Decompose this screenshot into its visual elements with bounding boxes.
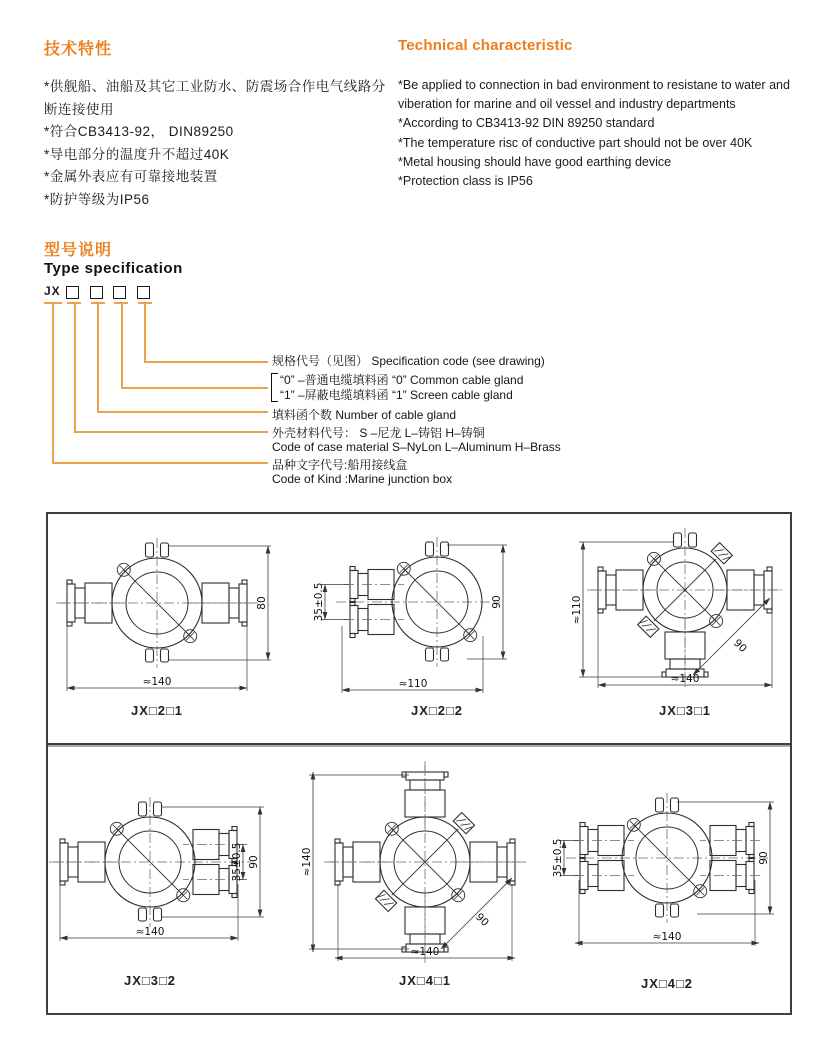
tech-heading-en: Technical characteristic — [398, 37, 573, 54]
connector-h-2 — [74, 431, 268, 433]
type-code-box-2 — [90, 286, 103, 299]
figure-label-jx-2-2: JX□2□2 — [410, 703, 464, 718]
type-code-prefix: JX — [44, 284, 61, 298]
tech-heading-zh: 技术特性 — [44, 41, 113, 58]
dim-label: ≈140 — [410, 946, 440, 958]
type-code-box-4 — [137, 286, 150, 299]
bullet-item: *防护等级为IP56 — [44, 191, 150, 207]
spec-line-gland-count: 填料函个数 Number of cable gland — [272, 408, 457, 422]
figure-label-jx-3-2: JX□3□2 — [123, 973, 177, 988]
connector-h-1 — [52, 462, 268, 464]
spec-line-gland-1: “1” –屏蔽电缆填料函 “1” Screen cable gland — [280, 388, 513, 402]
connector-v-5 — [144, 304, 146, 362]
dim-label: 90 — [248, 855, 260, 869]
tech-bullets-en — [398, 76, 810, 191]
bracket — [271, 373, 278, 402]
connector-v-3 — [97, 304, 99, 412]
bullet-item: *Metal housing should have good earthing device — [398, 154, 672, 169]
dim-label: 35±0.5 — [552, 838, 564, 878]
dim-label: 90 — [491, 595, 503, 609]
cable-gland — [60, 580, 126, 626]
connector-h-5 — [144, 361, 268, 363]
cable-gland — [188, 580, 254, 626]
connector-v-4 — [121, 304, 123, 388]
type-spec-heading-en: Type specification — [44, 260, 183, 277]
figure-jx-3-1 — [571, 528, 783, 688]
bullet-item: *Protection class is IP56 — [398, 174, 533, 189]
dim-label: 90 — [758, 851, 770, 865]
junction-box-drawings — [46, 512, 792, 1015]
spec-line-gland-0: “0” –普通电缆填料函 “0” Common cable gland — [280, 373, 524, 387]
spec-line-kind-zh: 品种文字代号:船用接线盒 — [272, 458, 408, 472]
figure-jx-2-1 — [56, 538, 271, 691]
dim-label: 35±0.5 — [313, 582, 325, 622]
tech-bullets-zh — [44, 76, 396, 211]
dim-label: ≈110 — [398, 678, 428, 690]
figure-jx-3-2 — [49, 797, 264, 941]
figure-jx-4-2 — [552, 793, 774, 946]
connector-h-4 — [121, 387, 268, 389]
dim-label: 35±0.5 — [231, 842, 243, 882]
bullet-item: *导电部分的温度升不超过40K — [44, 146, 230, 162]
figure-label-jx-4-1: JX□4□1 — [398, 973, 452, 988]
dim-label: ≈140 — [135, 926, 165, 938]
dim-label: 80 — [256, 596, 268, 610]
bullet-item: *供舰船、油船及其它工业防水、防震场合作电气线路分断连接使用 — [44, 79, 386, 117]
type-code-box-3 — [113, 286, 126, 299]
dim-label: ≈140 — [652, 931, 682, 943]
dim-label: ≈140 — [142, 676, 172, 688]
cable-gland — [328, 839, 394, 885]
connector-v-2 — [74, 304, 76, 432]
type-spec-heading-zh: 型号说明 — [44, 242, 113, 259]
figure-label-jx-4-2: JX□4□2 — [640, 976, 694, 991]
spec-line-kind-en: Code of Kind :Marine junction box — [272, 472, 453, 486]
bullet-item: *符合CB3413-92， DIN89250 — [44, 124, 234, 139]
figure-jx-4-1 — [301, 761, 526, 963]
connector-v-1 — [52, 304, 54, 463]
figure-label-jx-3-1: JX□3□1 — [658, 703, 712, 718]
bullet-item: *Be applied to connection in bad environment to resistane to water and viberation for marine and oil vessel and industry departments — [398, 78, 790, 112]
connector-h-3 — [97, 411, 268, 413]
figure-label-jx-2-1: JX□2□1 — [130, 703, 184, 718]
dim-label: ≈140 — [670, 673, 700, 685]
dim-label: ≈140 — [301, 847, 313, 877]
figure-jx-2-2 — [313, 537, 507, 693]
dim-label: 90 — [473, 911, 491, 929]
bullet-item: *金属外表应有可靠接地装置 — [44, 169, 218, 184]
spec-line-code: 规格代号（见图） Specification code (see drawing) — [272, 354, 545, 368]
cable-gland — [591, 567, 657, 613]
cable-gland — [53, 839, 119, 885]
cable-gland — [713, 567, 779, 613]
bullet-item: *According to CB3413-92 DIN 89250 standard — [398, 116, 655, 131]
bullet-item: *The temperature risc of conductive part should not be over 40K — [398, 135, 753, 150]
spec-line-material-en: Code of case material S–NyLon L–Aluminum H–Brass — [272, 440, 561, 454]
dim-label: ≈110 — [571, 595, 583, 625]
dim-label: 90 — [731, 637, 749, 655]
spec-line-material-zh: 外壳材料代号： S –尼龙 L–铸铝 H–铸铜 — [272, 426, 485, 440]
type-code-box-1 — [66, 286, 79, 299]
